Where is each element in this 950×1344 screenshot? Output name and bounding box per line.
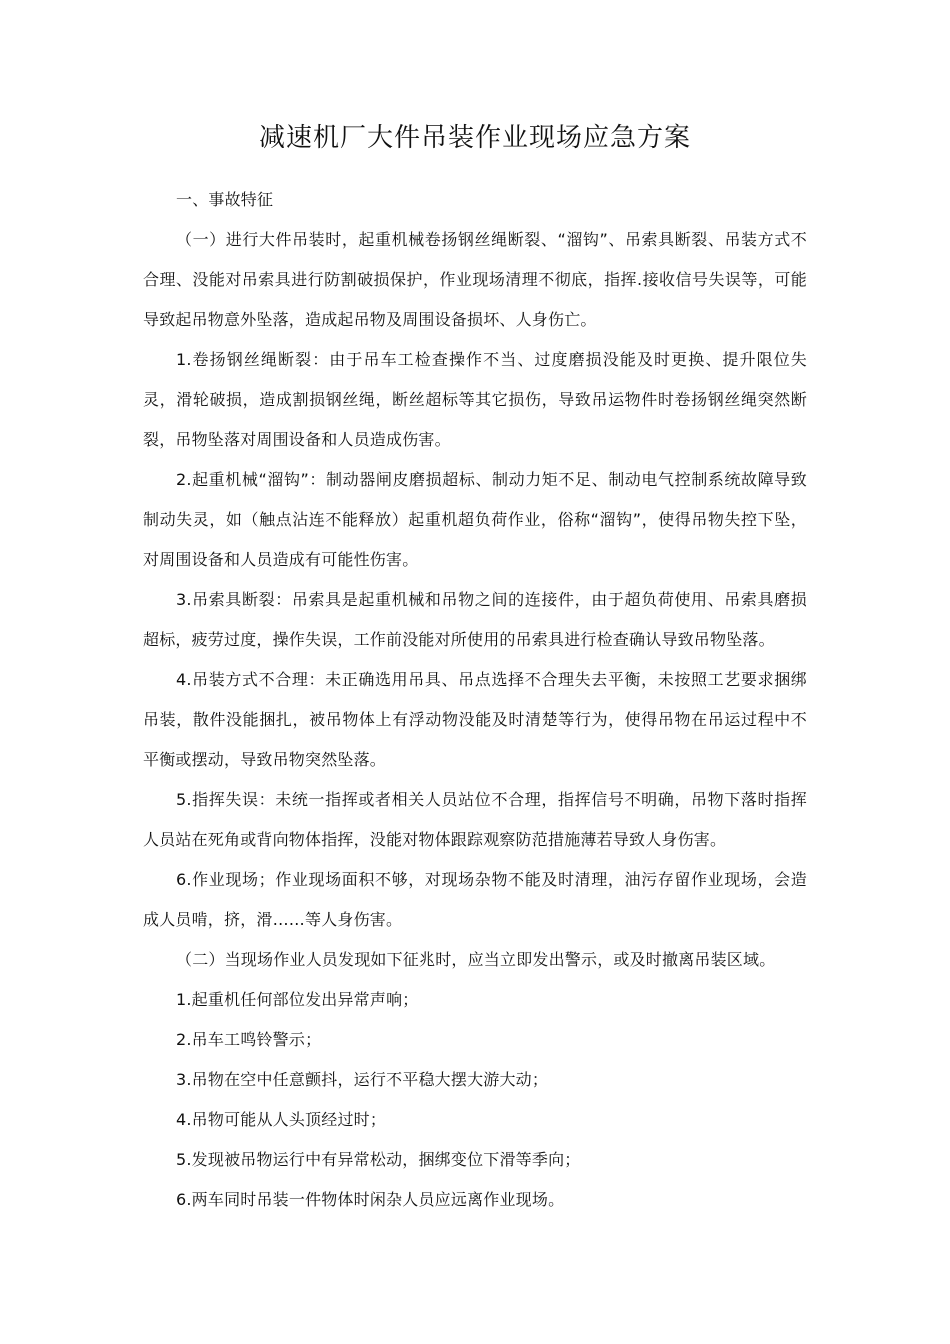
paragraph-hook-slip: 2.起重机械“溜钩”：制动器闸皮磨损超标、制动力矩不足、制动电气控制系统故障导致制动失灵，如（触点沾连不能释放）起重机超负荷作业，俗称“溜钩”，使得吊物失控下坠，对周围设备和人员造成有可能性伤害。	[143, 470, 807, 569]
paragraph-work-site: 6.作业现场；作业现场面积不够，对现场杂物不能及时清理，油污存留作业现场，会造成人员啃，挤，滑……等人身伤害。	[143, 870, 807, 929]
list-item-load-trembling: 3.吊物在空中任意颤抖，运行不平稳大摆大游大动；	[176, 1070, 549, 1089]
list-item-bell-warning: 2.吊车工鸣铃警示；	[176, 1030, 322, 1049]
paragraph-warning-signs: （二）当现场作业人员发现如下征兆时，应当立即发出警示，或及时撤离吊装区域。	[176, 950, 776, 969]
document-title: 减速机厂大件吊装作业现场应急方案	[258, 123, 691, 153]
paragraph-command-error: 5.指挥失误：未统一指挥或者相关人员站位不合理，指挥信号不明确，吊物下落时指挥人员站在死角或背向物体指挥，没能对物体跟踪观察防范措施薄若导致人身伤害。	[143, 790, 807, 849]
paragraph-wire-rope-breakage: 1.卷扬钢丝绳断裂：由于吊车工检查操作不当、过度磨损没能及时更换、提升限位失灵，滑轮破损，造成割损钢丝绳，断丝超标等其它损伤，导致吊运物件时卷扬钢丝绳突然断裂，吊物坠落对周围设备和人员造成伤害。	[143, 350, 807, 449]
paragraph-rigging-breakage: 3.吊索具断裂：吊索具是起重机械和吊物之间的连接件，由于超负荷使用、吊索具磨损超标，疲劳过度，操作失误，工作前没能对所使用的吊索具进行检查确认导致吊物坠落。	[143, 590, 807, 649]
section-heading-accident-features: 一、事故特征	[176, 190, 274, 209]
paragraph-1: （一）进行大件吊装时，起重机械卷扬钢丝绳断裂、“溜钩”、吊索具断裂、吊装方式不合理、没能对吊索具进行防割破损保护，作业现场清理不彻底，指挥.接收信号失误等，可能导致起吊物意外坠落，造成起吊物及周围设备损坏、人身伤亡。	[143, 230, 807, 329]
list-item-overhead-load: 4.吊物可能从人头顶经过时；	[176, 1110, 387, 1129]
list-item-dual-crane: 6.两车同时吊装一件物体时闲杂人员应远离作业现场。	[176, 1190, 565, 1209]
list-item-loose-load: 5.发现被吊物运行中有异常松动，捆绑变位下滑等季向；	[176, 1150, 581, 1169]
list-item-abnormal-noise: 1.起重机任何部位发出异常声响；	[176, 990, 419, 1009]
paragraph-improper-lifting: 4.吊装方式不合理：未正确选用吊具、吊点选择不合理失去平衡，未按照工艺要求捆绑吊装，散件没能捆扎，被吊物体上有浮动物没能及时清楚等行为，使得吊物在吊运过程中不平衡或摆动，导致吊物突然坠落。	[143, 670, 807, 769]
